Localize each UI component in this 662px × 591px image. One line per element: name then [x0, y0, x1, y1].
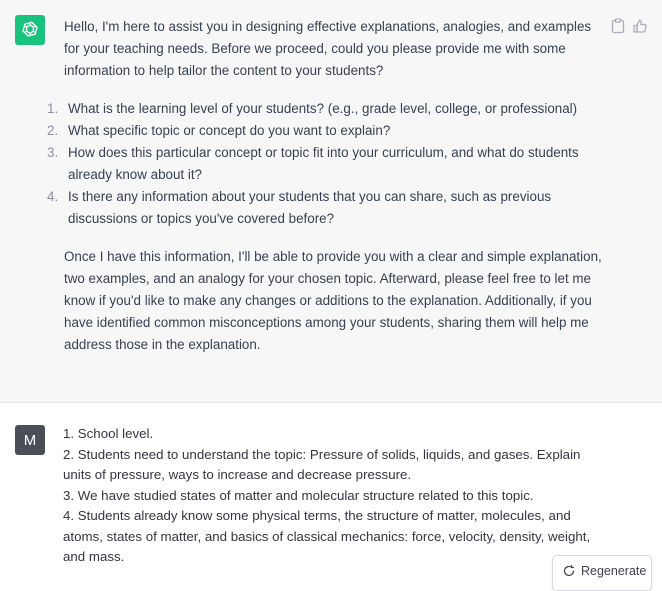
- list-item-text: How does this particular concept or topic fit into your curriculum, and what do students already know about it?: [68, 145, 579, 182]
- user-message-text: [63, 424, 608, 568]
- list-number: 1.: [47, 101, 59, 116]
- assistant-intro: Hello, I'm here to assist you in designing effective explanations, analogies, and examples for your teaching needs. Before we proceed, could you please provide me with some information to help tailor the content to your students?: [64, 19, 592, 78]
- list-item: [47, 98, 604, 120]
- refresh-icon: [563, 565, 575, 577]
- user-message: [0, 404, 662, 570]
- user-line: 1. School level.: [63, 426, 154, 441]
- chatgpt-logo-icon: [15, 15, 45, 45]
- list-item-text: What specific topic or concept do you want to explain?: [68, 123, 391, 138]
- message-actions: [611, 18, 647, 34]
- list-item-text: What is the learning level of your students? (e.g., grade level, college, or professional): [68, 101, 578, 116]
- list-number: 3.: [47, 145, 59, 160]
- list-item-text: Is there any information about your students that you can share, such as previous discussions or topics you've covered before?: [68, 189, 552, 226]
- question-list: [47, 98, 604, 230]
- regenerate-label: Regenerate: [581, 564, 647, 578]
- user-line: 3. We have studied states of matter and molecular structure related to this topic.: [63, 487, 534, 503]
- list-item: [47, 142, 604, 186]
- list-item: [47, 186, 604, 230]
- list-item: [47, 120, 604, 142]
- assistant-closing: Once I have this information, I'll be able to provide you with a clear and simple explanation, two examples, and an analogy for your chosen topic. Afterward, please feel free to let me know if you'd like to make any changes or additions to the explanation. Additionally, if you have identified common misconceptions among your students, sharing them will help me address those in the explanation.: [64, 249, 602, 352]
- user-avatar: M: [15, 425, 45, 455]
- assistant-message-text: [47, 16, 604, 356]
- list-number: 2.: [47, 123, 59, 138]
- user-line: 4. Students already know some physical terms, the structure of matter, molecules, and atoms, states of matter, and basics of classical mechanics: force, velocity, density, weight, and mass.: [63, 508, 591, 564]
- copy-icon[interactable]: [611, 18, 625, 34]
- user-line: 2. Students need to understand the topic: Pressure of solids, liquids, and gases. Explain units of pressure, ways to increase and decrease pressure.: [63, 446, 581, 482]
- list-number: 4.: [47, 189, 59, 204]
- thumbs-up-icon[interactable]: [633, 18, 647, 34]
- regenerate-button[interactable]: [552, 555, 652, 591]
